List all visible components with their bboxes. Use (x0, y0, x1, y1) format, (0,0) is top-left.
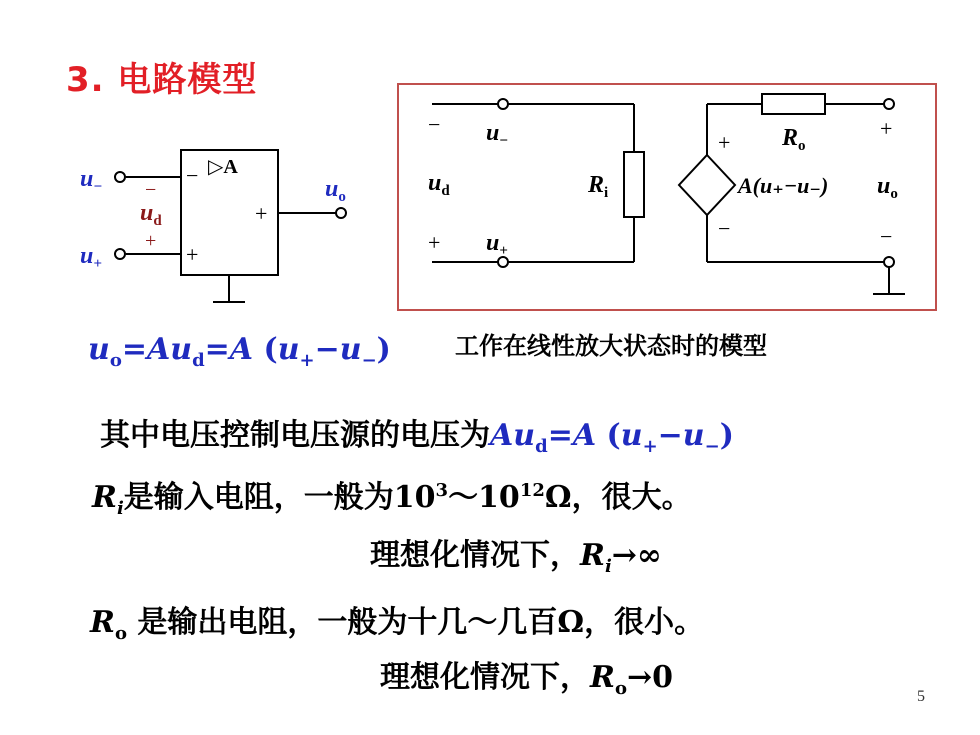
opamp-minus-sign: − (186, 163, 199, 188)
model-top-u: $u_-$ (486, 120, 508, 149)
controlled-source (679, 155, 735, 215)
slide-title: 3. 电路模型 (66, 60, 258, 100)
model-out-plus: + (880, 116, 893, 141)
text-line-4: $R_o$ 是输出电阻，一般为十几～几百Ω，很小。 (90, 605, 705, 644)
model-src-plus: + (718, 130, 731, 155)
page-number: 5 (917, 688, 925, 705)
model-src-minus: − (718, 216, 731, 241)
opamp-symbol: ▷A (208, 156, 238, 178)
terminal-model-out-top (884, 99, 894, 109)
model-bottom-u: $u_+$ (486, 230, 508, 259)
terminal-model-out-bottom (884, 257, 894, 267)
model-ud: $u_d$ (428, 170, 450, 199)
resistor-ri (624, 152, 644, 217)
label-ud-minus: − (145, 179, 157, 201)
resistor-ro (762, 94, 825, 114)
model-out-u: $u_o$ (877, 173, 898, 202)
opamp-plus-in: + (186, 242, 199, 267)
model-box (398, 84, 936, 310)
label-ud: $u_d$ (140, 200, 162, 229)
model-out-minus: − (880, 224, 893, 249)
model-bottom-plus: + (428, 230, 441, 255)
text-line-3: 理想化情况下，$R_i\to\infty$ (370, 538, 662, 577)
model-src-label: A(u₊−u₋) (738, 173, 829, 198)
model-top-minus: − (428, 112, 441, 137)
model-ri-label: $R_i$ (588, 172, 609, 201)
opamp-plus-out: + (255, 201, 268, 226)
label-ud-plus: + (145, 230, 157, 252)
text-line-1: 其中电压控制电压源的电压为$Au_d=A$ $(u_+-u_-)$ (100, 418, 734, 457)
label-in-minus: $u_-$ (80, 166, 103, 195)
label-out: $u_o$ (325, 176, 346, 205)
model-ro-label: $R_o$ (782, 125, 806, 154)
output-formula: $u_o=Au_d=A$ $(u_+-u_-)$ (88, 332, 391, 371)
text-line-5: 理想化情况下，$R_o\to 0$ (380, 660, 673, 699)
label-in-plus: $u_+$ (80, 243, 102, 272)
model-caption: 工作在线性放大状态时的模型 (455, 332, 767, 360)
terminal-model-top (498, 99, 508, 109)
text-line-2: $R_i$是输入电阻，一般为$10^3\sim 10^{12}\Omega$，很大。 (92, 480, 692, 519)
